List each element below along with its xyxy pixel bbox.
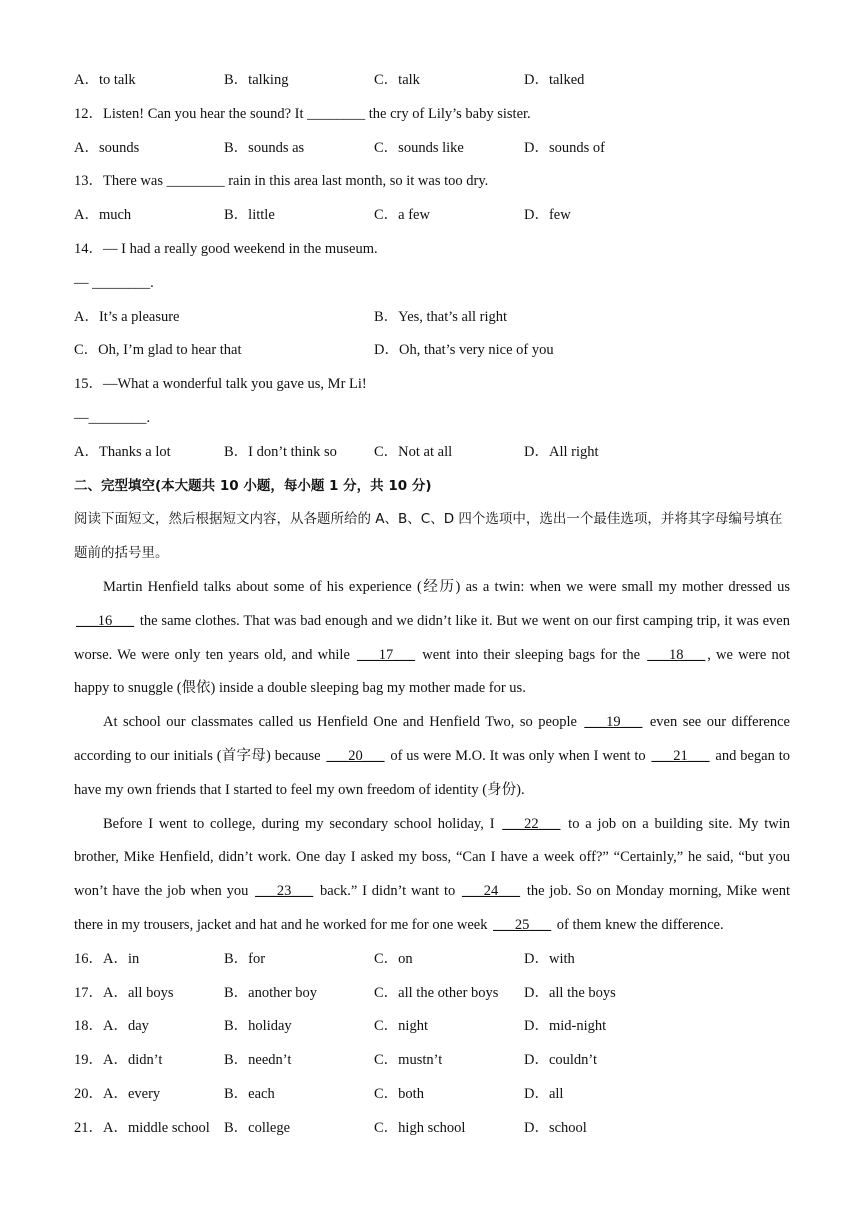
blank-21[interactable]: ___21___ — [651, 747, 710, 764]
passage-text: went into their sleeping bags for the — [417, 646, 646, 663]
exam-page — [74, 64, 790, 1146]
passage-text: to a job on a building site. My twin brother, Mike Henfield, didn’t work. One day I asked my boss, “Can I have a week off?” “Certainly,” he said, “but you won’t have the job when you — [74, 815, 790, 900]
q18-option-a[interactable]: 18．A．day — [74, 1018, 149, 1035]
q15-options — [74, 436, 790, 470]
q12-option-a[interactable]: A．sounds — [74, 139, 140, 156]
q14-options-row2 — [74, 334, 790, 368]
q14-option-a[interactable]: A．It’s a pleasure — [74, 308, 180, 325]
q20-options — [74, 1078, 790, 1112]
passage-paragraph-1 — [74, 571, 790, 706]
passage-text: of us were M.O. It was only when I went to — [386, 747, 650, 764]
blank-17[interactable]: ___17___ — [357, 646, 416, 663]
q18-options — [74, 1010, 790, 1044]
q15-option-c[interactable]: C．Not at all — [374, 443, 453, 460]
q16-options — [74, 943, 790, 977]
q15-reply: —________. — [74, 409, 151, 426]
q21-option-d[interactable]: D．school — [524, 1119, 587, 1136]
passage-text: At school our classmates called us Henfield One and Henfield Two, so people — [103, 714, 583, 731]
q11-option-d[interactable]: D．talked — [524, 72, 585, 88]
blank-24[interactable]: ___24___ — [462, 883, 521, 900]
q18-option-d[interactable]: D．mid-night — [524, 1018, 607, 1035]
section-title: 二、完型填空(本大题共 10 小题，每小题 1 分，共 10 分) — [74, 477, 432, 494]
passage-text: of them knew the difference. — [553, 916, 724, 933]
passage-text: back.” I didn’t want to — [315, 883, 461, 900]
q12-option-c[interactable]: C．sounds like — [374, 139, 464, 156]
q20-option-a[interactable]: 20．A．every — [74, 1085, 161, 1102]
q17-option-a[interactable]: 17．A．all boys — [74, 984, 174, 1001]
blank-19[interactable]: ___19___ — [584, 714, 643, 731]
q17-options — [74, 977, 790, 1011]
q16-option-d[interactable]: D．with — [524, 950, 575, 967]
blank-22[interactable]: ___22___ — [502, 815, 561, 832]
q19-option-a[interactable]: 19．A．didn’t — [74, 1052, 163, 1069]
q19-option-c[interactable]: C．mustn’t — [374, 1052, 443, 1069]
q14-option-b[interactable]: B．Yes, that’s all right — [374, 308, 508, 325]
q14-option-c[interactable]: C．Oh, I’m glad to hear that — [74, 342, 242, 359]
q21-option-c[interactable]: C．high school — [374, 1119, 466, 1136]
q15-option-d[interactable]: D．All right — [524, 443, 599, 460]
q11-option-a[interactable]: A．to talk — [74, 72, 136, 88]
passage-paragraph-3 — [74, 808, 790, 943]
q13-option-b[interactable]: B．little — [224, 207, 275, 224]
q20-option-d[interactable]: D．all — [524, 1085, 564, 1102]
q13-options — [74, 199, 790, 233]
q14-option-d[interactable]: D．Oh, that’s very nice of you — [374, 342, 554, 359]
q13-option-d[interactable]: D．few — [524, 207, 571, 224]
q12-option-b[interactable]: B．sounds as — [224, 139, 305, 156]
passage-text: , we were not happy to snuggle (偎依) inside a double sleeping bag my mother made for us. — [74, 646, 790, 697]
q20-option-b[interactable]: B．each — [224, 1085, 275, 1102]
q19-option-b[interactable]: B．needn’t — [224, 1052, 292, 1069]
section-instruction: 阅读下面短文，然后根据短文内容，从各题所给的 A、B、C、D 四个选项中，选出一个最佳选项，并将其字母编号填在题前的括号里。 — [74, 511, 783, 562]
q15-option-b[interactable]: B．I don’t think so — [224, 443, 337, 460]
passage-paragraph-2 — [74, 706, 790, 807]
q11-options — [74, 64, 790, 98]
q19-options — [74, 1044, 790, 1078]
q18-option-c[interactable]: C．night — [374, 1018, 428, 1035]
q14-options-row1 — [74, 301, 790, 335]
passage-text: even see our difference according to our initials (首字母) because — [74, 714, 790, 764]
q16-option-c[interactable]: C．on — [374, 950, 413, 967]
passage-text: the same clothes. That was bad enough and we didn’t like it. But we went on our first camping trip, it was even worse. We were only ten years old, and while — [74, 612, 790, 663]
q18-option-b[interactable]: B．holiday — [224, 1018, 292, 1035]
q17-option-c[interactable]: C．all the other boys — [374, 984, 499, 1001]
blank-20[interactable]: ___20___ — [326, 747, 385, 764]
q21-option-a[interactable]: 21．A．middle school — [74, 1119, 210, 1136]
q12-option-d[interactable]: D．sounds of — [524, 139, 605, 156]
q21-option-b[interactable]: B．college — [224, 1119, 291, 1136]
q17-option-d[interactable]: D．all the boys — [524, 984, 616, 1001]
q16-option-a[interactable]: 16．A．in — [74, 950, 140, 967]
blank-25[interactable]: ___25___ — [493, 916, 552, 933]
q14-stem: 14．— I had a really good weekend in the museum. — [74, 240, 378, 257]
q21-options — [74, 1112, 790, 1146]
q12-options — [74, 132, 790, 166]
blank-18[interactable]: ___18___ — [647, 646, 706, 663]
passage-text: Martin Henfield talks about some of his experience (经历) as a twin: when we were small my mother dressed us — [103, 578, 790, 595]
blank-23[interactable]: ___23___ — [255, 883, 314, 900]
q14-reply: — ________. — [74, 274, 154, 291]
q11-option-c[interactable]: C．talk — [374, 72, 420, 88]
blank-16[interactable]: ___16___ — [76, 612, 134, 629]
q11-option-b[interactable]: B．talking — [224, 72, 289, 88]
passage-text: the job. So on Monday morning, Mike went there in my trousers, jacket and hat and he worked for me for one week — [74, 883, 790, 933]
q20-option-c[interactable]: C．both — [374, 1085, 424, 1102]
q16-option-b[interactable]: B．for — [224, 950, 266, 967]
q15-stem: 15．—What a wonderful talk you gave us, Mr Li! — [74, 376, 367, 393]
q19-option-d[interactable]: D．couldn’t — [524, 1052, 598, 1069]
passage-text: and began to have my own friends that I started to feel my own freedom of identity (身份). — [74, 747, 790, 798]
q13-option-c[interactable]: C．a few — [374, 207, 430, 224]
q17-option-b[interactable]: B．another boy — [224, 984, 318, 1001]
q12-stem: 12．Listen! Can you hear the sound? It ________ the cry of Lily’s baby sister. — [74, 105, 531, 122]
q15-option-a[interactable]: A．Thanks a lot — [74, 443, 171, 460]
q13-stem: 13．There was ________ rain in this area last month, so it was too dry. — [74, 173, 489, 190]
q13-option-a[interactable]: A．much — [74, 207, 132, 224]
passage-text: Before I went to college, during my secondary school holiday, I — [103, 815, 501, 832]
